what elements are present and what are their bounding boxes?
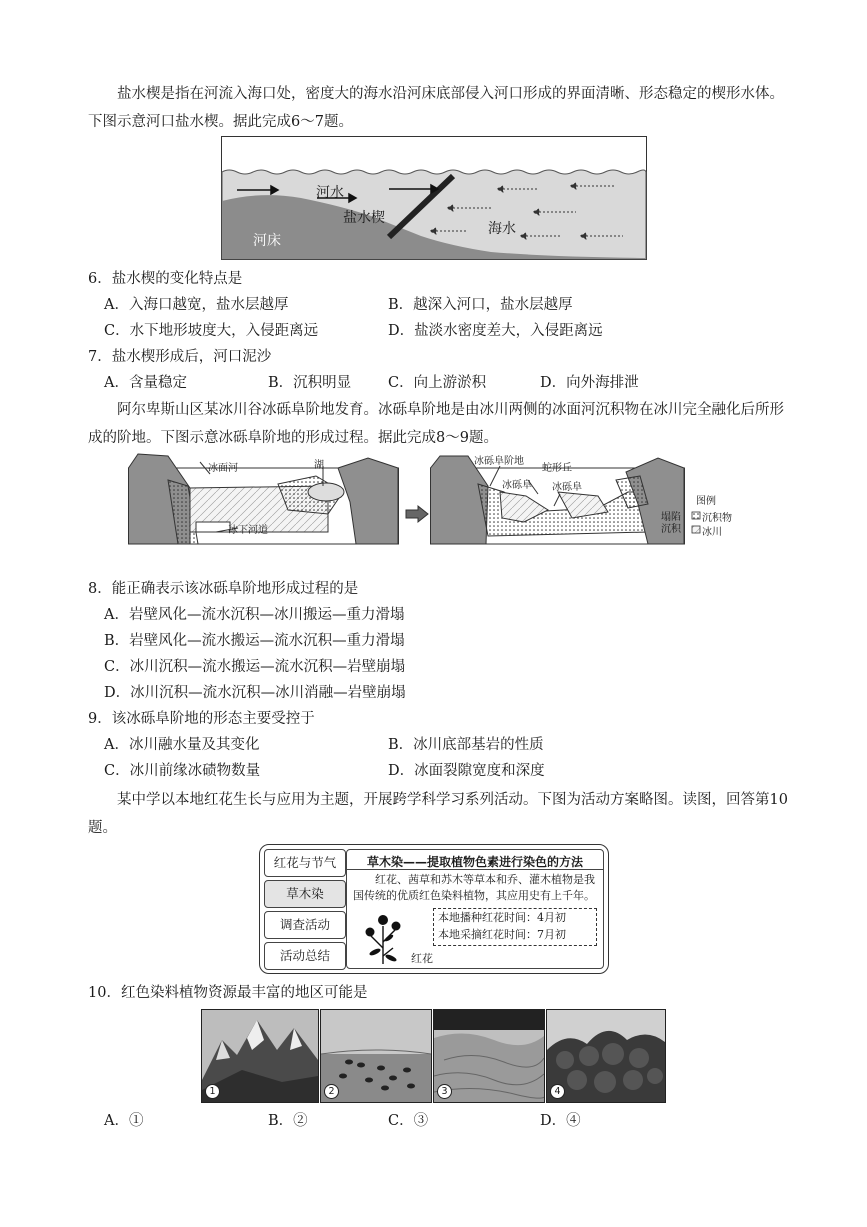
legend-sediment: 沉积物 (702, 513, 732, 524)
q7-option-b[interactable]: B．沉积明显 (268, 375, 352, 391)
intro-salt-wedge: 盐水楔是指在河流入海口处，密度大的海水沿河床底部侵入河口形成的界面清晰、形态稳定的楔形水体。下图示意河口盐水楔。据此完成6～7题。 (88, 86, 784, 130)
intro-safflower: 某中学以本地红花生长与应用为主题，开展跨学科学习系列活动。下图为活动方案略图。读图，回答第10题。 (88, 792, 788, 836)
q6-option-b[interactable]: B．越深入河口，盐水层越厚 (388, 297, 573, 313)
q8-option-d[interactable]: D．冰川沉积—流水沉积—冰川消融—岩壁崩塌 (104, 685, 406, 701)
q8-option-c[interactable]: C．冰川沉积—流水搬运—流水沉积—岩壁崩塌 (104, 659, 406, 675)
plan-plant-label: 红花 (411, 952, 433, 965)
q9-option-b[interactable]: B．冰川底部基岩的性质 (388, 737, 544, 753)
legend-glacier: 冰川 (702, 527, 722, 538)
photo-2 (320, 1009, 432, 1103)
q10-option-d[interactable]: D．④ (540, 1113, 581, 1129)
plan-harvest-time: 本地采摘红花时间：7月初 (438, 928, 566, 941)
q7-options (104, 370, 794, 396)
q9-options (104, 732, 794, 784)
q6-options (104, 292, 794, 344)
q7-option-c[interactable]: C．向上游淤积 (388, 375, 487, 391)
q10-option-b[interactable]: B．② (268, 1113, 308, 1129)
photo-3-number: 3 (437, 1084, 452, 1099)
photo-2-number: 2 (324, 1084, 339, 1099)
label-lake: 湖 (314, 460, 324, 471)
plan-title: 草木染——提取植物色素进行染色的方法 (366, 855, 583, 869)
label-river-water: 河水 (316, 185, 344, 201)
q10-stem: 10．红色染料植物资源最丰富的地区可能是 (88, 985, 368, 1001)
tab-survey[interactable]: 调查活动 (264, 911, 346, 939)
q8-stem: 8．能正确表示该冰砾阜阶地形成过程的是 (88, 581, 359, 597)
salt-wedge-figure (221, 136, 647, 260)
photo-3 (433, 1009, 545, 1103)
q7-stem: 7．盐水楔形成后，河口泥沙 (88, 349, 272, 365)
label-subglacial-channel: 冰下河道 (228, 525, 268, 536)
q9-stem: 9．该冰砾阜阶地的形态主要受控于 (88, 711, 315, 727)
plan-content (346, 849, 604, 969)
tab-plant-dyeing[interactable]: 草木染 (264, 880, 346, 908)
label-ice-surface-river: 冰面河 (208, 463, 238, 474)
intro-terrace: 阿尔卑斯山区某冰川谷冰砾阜阶地发育。冰砾阜阶地是由冰川两侧的冰面河沉积物在冰川完全融化后所形成的阶地。下图示意冰砾阜阶地的形成过程。据此完成8～9题。 (88, 402, 784, 446)
label-sea-water: 海水 (488, 221, 516, 237)
q6-option-c[interactable]: C．水下地形坡度大，入侵距离远 (104, 323, 319, 339)
label-kame-left: 冰砾阜 (502, 480, 532, 491)
q7-option-a[interactable]: A．含量稳定 (104, 375, 187, 391)
q7-option-d[interactable]: D．向外海排泄 (540, 375, 639, 391)
photo-1 (201, 1009, 319, 1103)
q8-option-b[interactable]: B．岩壁风化—流水搬运—流水沉积—重力滑塌 (104, 633, 405, 649)
q9-option-a[interactable]: A．冰川融水量及其变化 (104, 737, 260, 753)
q10-options (104, 1108, 794, 1134)
q9-option-d[interactable]: D．冰面裂隙宽度和深度 (388, 763, 545, 779)
q10-option-a[interactable]: A．① (104, 1113, 144, 1129)
q9-option-c[interactable]: C．冰川前缘冰碛物数量 (104, 763, 261, 779)
activity-plan (259, 844, 609, 974)
label-collapse-deposit: 塌陷沉积 (661, 512, 681, 535)
q6-stem: 6．盐水楔的变化特点是 (88, 271, 243, 287)
q6-option-a[interactable]: A．入海口越宽，盐水层越厚 (104, 297, 289, 313)
plan-sowing-time: 本地播种红花时间：4月初 (438, 911, 566, 924)
label-salt-wedge: 盐水楔 (343, 210, 385, 226)
plan-time-box (433, 908, 597, 946)
photo-4-number: 4 (550, 1084, 565, 1099)
q8-option-a[interactable]: A．岩壁风化—流水沉积—冰川搬运—重力滑塌 (104, 607, 405, 623)
photo-1-number: 1 (205, 1084, 220, 1099)
legend-title: 图例 (696, 496, 716, 507)
photo-4 (546, 1009, 666, 1103)
plan-description: 红花、茜草和苏木等草本和乔、灌木植物是我国传统的优质红色染料植物，其应用史有上千年。 (353, 873, 595, 902)
safflower-icon (361, 908, 405, 966)
label-esker: 蛇形丘 (542, 463, 572, 474)
kame-terrace-figure (128, 452, 733, 546)
tab-summary[interactable]: 活动总结 (264, 942, 346, 970)
q8-options (104, 602, 794, 706)
q10-option-c[interactable]: C．③ (388, 1113, 429, 1129)
q6-option-d[interactable]: D．盐淡水密度差大，入侵距离远 (388, 323, 603, 339)
label-terrace: 冰砾阜阶地 (474, 456, 524, 467)
tab-safflower-solar-terms[interactable]: 红花与节气 (264, 849, 346, 877)
label-kame-right: 冰砾阜 (552, 482, 582, 493)
label-riverbed: 河床 (253, 233, 281, 249)
